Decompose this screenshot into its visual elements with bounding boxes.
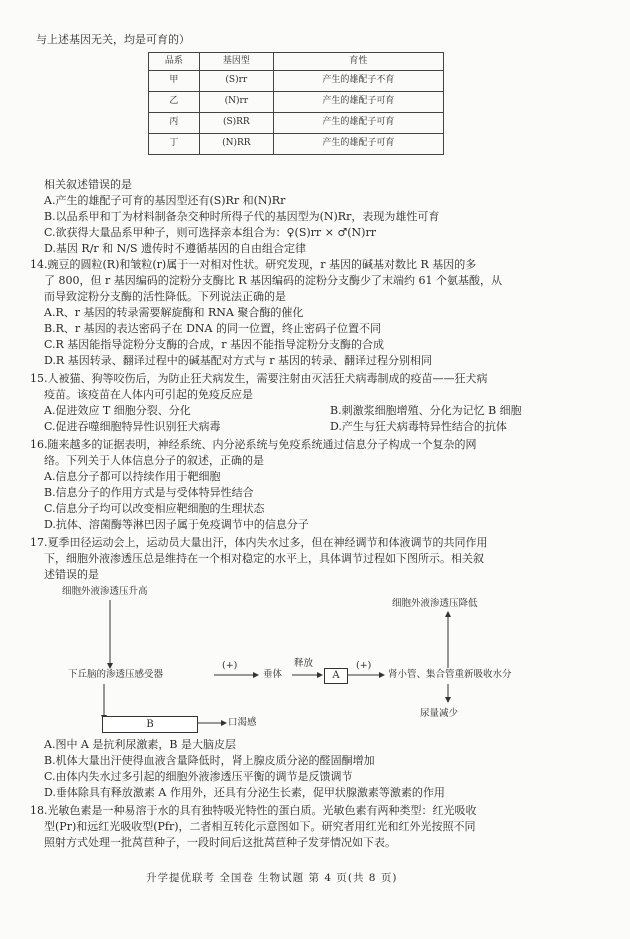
kidney-label: 肾小管、集合管重新吸收水分	[388, 669, 512, 680]
q17-line: 述错误的是	[44, 568, 99, 581]
plus-sign: (+)	[356, 660, 372, 671]
table-cell: 甲	[149, 71, 200, 92]
intro-text: 与上述基因无关，均是可育的）	[36, 33, 190, 46]
q14-option-b: B.R、r 基因的表达密码子在 DNA 的同一位置，终止密码子位置不同	[44, 322, 381, 335]
pituitary-label: 垂体	[263, 669, 283, 680]
q17-line: 17.夏季田径运动会上，运动员大量出汗，体内失水过多，但在神经调节和体液调节的共同作用	[30, 536, 488, 549]
table-header: 品系	[149, 53, 200, 71]
thirst-label: 口渴感	[228, 717, 257, 728]
q13-option-d: D.基因 R/r 和 N/S 遗传时不遵循基因的自由组合定律	[44, 242, 307, 255]
q15-option-a: A.促进效应 T 细胞分裂、分化	[44, 404, 191, 417]
q17-option-c: C.由体内失水过多引起的细胞外液渗透压平衡的调节是反馈调节	[44, 770, 353, 783]
q18-line: 型(Pr)和远红光吸收型(Pfr)，二者相互转化示意图如下。研究者用红光和红外光按照不同	[44, 820, 476, 833]
page-footer: 升学提优联考 全国卷 生物试题 第 4 页(共 8 页)	[146, 872, 398, 884]
q17-option-d: D.垂体除具有释放激素 A 作用外，还具有分泌生长素，促甲状腺激素等激素的作用	[44, 786, 445, 799]
table-header: 基因型	[199, 53, 273, 71]
table-cell: 丙	[149, 113, 200, 134]
q15-line: 疫苗。该疫苗在人体内可引起的免疫反应是	[44, 388, 253, 401]
table-cell: (S)RR	[199, 113, 273, 134]
q15-option-d: D.产生与狂犬病毒特异性结合的抗体	[330, 420, 507, 433]
box-b: B	[102, 716, 198, 733]
table-cell: 乙	[149, 92, 200, 113]
q14-line: 了 800，但 r 基因编码的淀粉分支酶比 R 基因编码的淀粉分支酶少了末端约 61 个氨基酸，从	[44, 274, 503, 287]
q15-line: 15.人被猫、狗等咬伤后，为防止狂犬病发生，需要注射由灭活狂犬病毒制成的疫苗——狂犬病	[30, 372, 488, 385]
q14-option-c: C.R 基因能指导淀粉分支酶的合成，r 基因不能指导淀粉分支酶的合成	[44, 338, 385, 351]
table-cell: 丁	[149, 134, 200, 155]
q18-line: 18.光敏色素是一种易溶于水的具有独特吸光特性的蛋白质。光敏色素有两种类型：红光吸收	[30, 804, 477, 817]
table-header: 育性	[273, 53, 443, 71]
osmotic-rise-label: 细胞外液渗透压升高	[62, 586, 148, 597]
release-label: 释放	[294, 658, 314, 669]
q14-line: 14.豌豆的圆粒(R)和皱粒(r)属于一对相对性状。研究发现，r 基因的碱基对数比 R 基因的多	[30, 258, 477, 271]
q14-option-a: A.R、r 基因的转录需要解旋酶和 RNA 聚合酶的催化	[44, 306, 304, 319]
q16-option-d: D.抗体、溶菌酶等淋巴因子属于免疫调节中的信息分子	[44, 518, 309, 531]
osmotic-fall-label: 细胞外液渗透压降低	[392, 598, 478, 609]
q13-option-a: A.产生的雄配子可育的基因型还有(S)Rr 和(N)Rr	[44, 194, 286, 207]
q13-option-c: C.欲获得大量品系甲种子，则可选择亲本组合为：♀(S)rr × ♂(N)rr	[44, 226, 376, 239]
q17-line: 下，细胞外液渗透压总是维持在一个相对稳定的水平上，具体调节过程如下图所示。相关叙	[44, 552, 484, 565]
table-cell: 产生的雄配子可育	[273, 92, 443, 113]
q18-line: 照射方式处理一批莴苣种子，一段时间后这批莴苣种子发芽情况如下表。	[44, 836, 396, 849]
table-cell: 产生的雄配子可育	[273, 113, 443, 134]
q16-line: 16.随来越多的证据表明，神经系统、内分泌系统与免疫系统通过信息分子构成一个复杂的网	[30, 438, 477, 451]
q15-option-b: B.刺激浆细胞增殖、分化为记忆 B 细胞	[330, 404, 522, 417]
q17-option-b: B.机体大量出汗使得血液含量降低时，肾上腺皮质分泌的醛固酮增加	[44, 754, 375, 767]
table-cell: (N)RR	[199, 134, 273, 155]
q16-line: 络。下列关于人体信息分子的叙述，正确的是	[44, 454, 264, 467]
box-a: A	[324, 668, 348, 684]
table-cell: 产生的雄配子可育	[273, 134, 443, 155]
table-cell: (N)rr	[199, 92, 273, 113]
table-cell: (S)rr	[199, 71, 273, 92]
q13-option-b: B.以品系甲和丁为材料制备杂交种时所得子代的基因型为(N)Rr，表现为雄性可育	[44, 210, 440, 223]
q17-option-a: A.图中 A 是抗利尿激素，B 是大脑皮层	[44, 738, 236, 751]
q15-option-c: C.促进吞噬细胞特异性识别狂犬病毒	[44, 420, 221, 433]
q16-option-b: B.信息分子的作用方式是与受体特异性结合	[44, 486, 254, 499]
plus-sign: (+)	[222, 660, 238, 671]
q14-line: 而导致淀粉分支酶的活性降低。下列说法正确的是	[44, 290, 286, 303]
table-cell: 产生的雄配子不育	[273, 71, 443, 92]
q13-stem: 相关叙述错误的是	[44, 178, 132, 191]
urine-label: 尿量减少	[420, 708, 459, 719]
receptor-label: 下丘脑的渗透压感受器	[68, 669, 164, 680]
q14-option-d: D.R 基因转录、翻译过程中的碱基配对方式与 r 基因的转录、翻译过程分别相同	[44, 354, 432, 367]
q16-option-a: A.信息分子都可以持续作用于靶细胞	[44, 470, 221, 483]
q16-option-c: C.信息分子均可以改变相应靶细胞的生理状态	[44, 502, 265, 515]
